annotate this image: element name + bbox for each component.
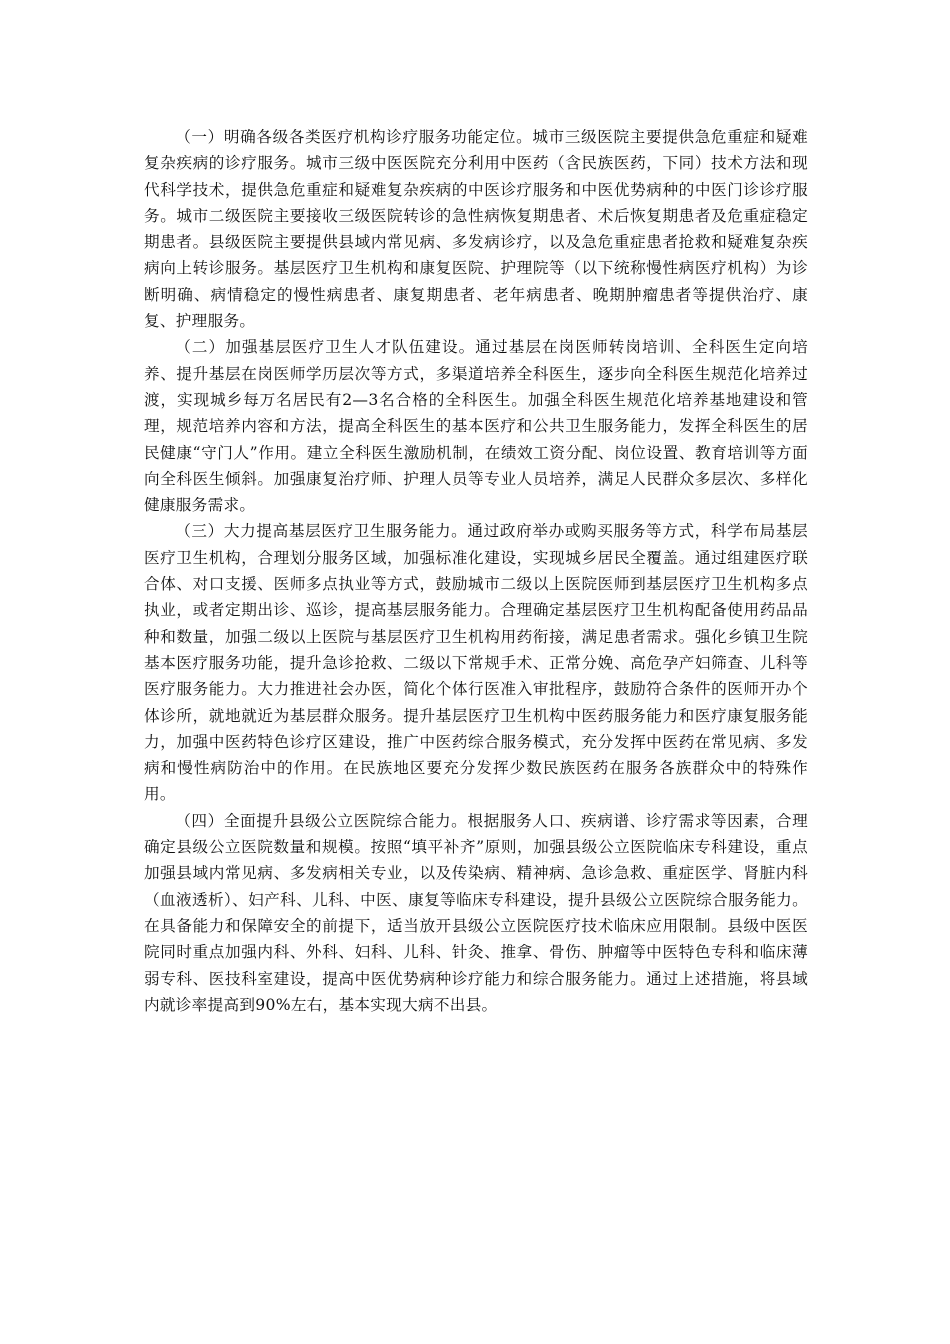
paragraph-4: （四）全面提升县级公立医院综合能力。根据服务人口、疾病谱、诊疗需求等因素，合理确定县级公立医院数量和规模。按照“填平补齐”原则，加强县级公立医院临床专科建设，重点加强县域内常见病、多发病相关专业，以及传染病、精神病、急诊急救、重症医学、肾脏内科（血液透析）、妇产科、儿科、中医、康复等临床专科建设，提升县级公立医院综合服务能力。在具备能力和保障安全的前提下，适当放开县级公立医院医疗技术临床应用限制。县级中医医院同时重点加强内科、外科、妇科、儿科、针灸、推拿、骨伤、肿瘤等中医特色专科和临床薄弱专科、医技科室建设，提高中医优势病种诊疗能力和综合服务能力。通过上述措施，将县域内就诊率提高到90%左右，基本实现大病不出县。 xyxy=(144,811,808,1014)
paragraph-3: （三）大力提高基层医疗卫生服务能力。通过政府举办或购买服务等方式，科学布局基层医疗卫生机构，合理划分服务区域，加强标准化建设，实现城乡居民全覆盖。通过组建医疗联合体、对口支援、医师多点执业等方式，鼓励城市二级以上医院医师到基层医疗卫生机构多点执业，或者定期出诊、巡诊，提高基层服务能力。合理确定基层医疗卫生机构配备使用药品品种和数量，加强二级以上医院与基层医疗卫生机构用药衔接，满足患者需求。强化乡镇卫生院基本医疗服务功能，提升急诊抢救、二级以下常规手术、正常分娩、高危孕产妇筛查、儿科等医疗服务能力。大力推进社会办医，简化个体行医准入审批程序，鼓励符合条件的医师开办个体诊所，就地就近为基层群众服务。提升基层医疗卫生机构中医药服务能力和医疗康复服务能力，加强中医药特色诊疗区建设，推广中医药综合服务模式，充分发挥中医药在常见病、多发病和慢性病防治中的作用。在民族地区要充分发挥少数民族医药在服务各族群众中的特殊作用。 xyxy=(144,522,808,804)
paragraph-1: （一）明确各级各类医疗机构诊疗服务功能定位。城市三级医院主要提供急危重症和疑难复杂疾病的诊疗服务。城市三级中医医院充分利用中医药（含民族医药，下同）技术方法和现代科学技术，提供急危重症和疑难复杂疾病的中医诊疗服务和中医优势病种的中医门诊诊疗服务。城市二级医院主要接收三级医院转诊的急性病恢复期患者、术后恢复期患者及危重症稳定期患者。县级医院主要提供县域内常见病、多发病诊疗，以及急危重症患者抢救和疑难复杂疾病向上转诊服务。基层医疗卫生机构和康复医院、护理院等（以下统称慢性病医疗机构）为诊断明确、病情稳定的慢性病患者、康复期患者、老年病患者、晚期肿瘤患者等提供治疗、康复、护理服务。 xyxy=(144,128,808,331)
paragraph-2: （二）加强基层医疗卫生人才队伍建设。通过基层在岗医师转岗培训、全科医生定向培养、提升基层在岗医师学历层次等方式，多渠道培养全科医生，逐步向全科医生规范化培养过渡，实现城乡每万名居民有2—3名合格的全科医生。加强全科医生规范化培养基地建设和管理，规范培养内容和方法，提高全科医生的基本医疗和公共卫生服务能力，发挥全科医生的居民健康“守门人”作用。建立全科医生激励机制，在绩效工资分配、岗位设置、教育培训等方面向全科医生倾斜。加强康复治疗师、护理人员等专业人员培养，满足人民群众多层次、多样化健康服务需求。 xyxy=(144,338,808,515)
document-body xyxy=(144,124,808,1018)
